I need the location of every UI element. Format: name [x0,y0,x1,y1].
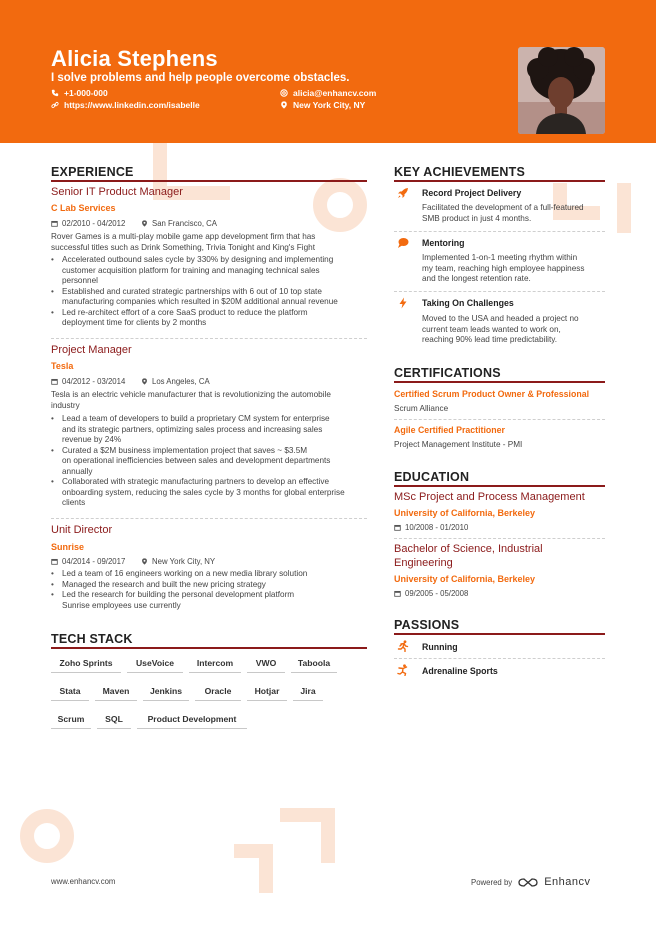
powered-by-label: Powered by [471,877,513,887]
skill-tag: Zoho Sprints [51,658,121,673]
job-company: C Lab Services [51,203,116,213]
profile-photo [518,47,605,134]
education-dates [394,523,468,532]
skill-tag: UseVoice [127,658,183,673]
divider [394,291,605,292]
achievement-description: Moved to the USA and headed a project no current team leads wanted to work on, reaching 90% lead time predictability. [422,314,579,344]
bullet-item: • Led a team of 16 engineers working on a new media library solution [51,569,307,580]
footer-branding [471,876,591,888]
education-heading: EDUCATION [394,470,470,484]
skill-tag: Stata [51,686,89,701]
experience-rule [51,180,367,182]
linkedin-url[interactable]: https://www.linkedin.com/isabelle [64,100,200,110]
job-location [141,219,217,228]
education-dates-text: 09/2005 - 05/2008 [405,589,469,598]
skill-tag: Scrum [51,714,91,729]
link-icon [51,101,59,109]
location-contact [280,100,365,110]
job-location-text: Los Angeles, CA [152,377,210,386]
passion-label: Adrenaline Sports [422,666,498,676]
education-rule [394,485,605,487]
job-location-text: San Francisco, CA [152,219,217,228]
phone-contact [51,88,108,98]
location-pin-icon [141,378,148,385]
job-location [141,557,215,566]
job-bullets [51,255,338,329]
certification-issuer: Project Management Institute - PMI [394,440,523,449]
achievement-description: Facilitated the development of a full-featured SMB product in just 4 months. [422,203,584,223]
achievement-title: Record Project Delivery [422,188,522,198]
education-school: University of California, Berkeley [394,508,536,518]
job-description [51,390,331,411]
job-dates-text: 04/2014 - 09/2017 [62,557,126,566]
job-dates-text: 02/2010 - 04/2012 [62,219,126,228]
calendar-icon [51,558,58,565]
running-icon [397,640,409,652]
job-role: Senior IT Product Manager [51,186,183,198]
passions-rule [394,633,605,635]
at-icon [280,89,288,97]
education-dates [394,589,468,598]
skill-tag: Oracle [195,686,241,701]
bullet-item: • Established and curated strategic partnerships with 6 out of 10 top state manufacturing companies which resulted in $20M additional annual revenue [51,287,338,308]
certifications-heading: CERTIFICATIONS [394,366,501,380]
calendar-icon [51,378,58,385]
tech-stack-rule [51,647,367,649]
speech-bubble-icon [397,237,409,249]
divider [394,419,605,420]
achievement-title: Taking On Challenges [422,298,514,308]
skill-tag: Taboola [291,658,337,673]
location-text: New York City, NY [293,100,366,110]
skill-tag: VWO [247,658,285,673]
job-location-text: New York City, NY [152,557,216,566]
achievement-title: Mentoring [422,238,465,248]
job-dates-text: 04/2012 - 03/2014 [62,377,126,386]
job-location [141,377,210,386]
passions-heading: PASSIONS [394,618,460,632]
skill-tag: Product Development [137,714,247,729]
achievements-heading: KEY ACHIEVEMENTS [394,165,526,179]
location-pin-icon [280,101,288,109]
phone-icon [51,89,59,97]
candidate-name: Alicia Stephens [51,46,218,71]
desc-line: industry [51,400,80,410]
bullet-item: • Led the research for building the personal development platform Sunrise employees use currently [51,590,307,611]
job-role: Unit Director [51,524,113,536]
adrenaline-sports-icon [397,664,409,676]
achievement-description: Implemented 1-on-1 meeting rhythm within my team, reaching high employee happiness and the longest retention rate. [422,253,585,283]
certification-issuer: Scrum Alliance [394,404,449,413]
footer-website[interactable]: www.enhancv.com [51,877,116,886]
email-address[interactable]: alicia@enhancv.com [293,88,377,98]
divider [394,658,605,659]
linkedin-contact[interactable] [51,100,200,110]
experience-heading: EXPERIENCE [51,165,134,179]
bullet-item: • Curated a $2M business implementation project that saves ~ $3.5M on operational inefficiencies between sales and development departments annually [51,446,345,478]
job-dates [51,557,125,566]
skill-tag: Intercom [189,658,241,673]
certification-title: Certified Scrum Product Owner & Professional [394,389,590,399]
job-role: Project Manager [51,344,132,356]
job-description [51,232,315,253]
desc-line: Tesla is an electric vehicle manufacturer that is revolutionizing the automobile [51,390,331,399]
skill-tag: SQL [97,714,131,729]
skill-tag: Jenkins [143,686,189,701]
job-company: Tesla [51,361,74,371]
enhancv-logo-icon [518,877,538,888]
education-degree: Bachelor of Science, Industrial Engineering [394,543,543,569]
rocket-icon [397,187,409,199]
skill-tag: Hotjar [247,686,287,701]
job-dates [51,219,125,228]
divider [51,338,367,339]
education-dates-text: 10/2008 - 01/2010 [405,523,469,532]
skill-tag: Jira [293,686,323,701]
resume-header [0,0,656,143]
divider [394,231,605,232]
divider [394,538,605,539]
divider [51,518,367,519]
location-pin-icon [141,558,148,565]
certifications-rule [394,381,605,383]
bullet-item: • Managed the research and built the new pricing strategy [51,580,307,591]
tech-stack-heading: TECH STACK [51,632,133,646]
phone-number: +1-000-000 [64,88,108,98]
bullet-item: • Led re-architect effort of a core SaaS product to reduce the platform deployment time for clients by 2 months [51,308,338,329]
email-contact[interactable] [280,88,376,98]
brand-name: Enhancv [544,876,591,888]
calendar-icon [394,590,401,597]
skill-tag: Maven [95,686,137,701]
job-company: Sunrise [51,542,85,552]
education-degree: MSc Project and Process Management [394,491,585,503]
desc-line: successful titles such as Drink Something, Trivia Tonight and King's Fight [51,242,315,252]
desc-line: Rover Games is a multi-play mobile game app development firm that has [51,232,316,241]
bullet-item: • Lead a team of developers to build a proprietary CM system for enterprise and its strategic partners, optimizing sales process and increasing sales revenue by 24% [51,414,345,446]
certification-title: Agile Certified Practitioner [394,425,505,435]
bullet-item: • Collaborated with strategic manufacturing partners to develop an effective onboarding system, reducing the sales cycle by 3 months for global enterprise clients [51,477,345,509]
education-school: University of California, Berkeley [394,574,536,584]
calendar-icon [394,524,401,531]
lightning-icon [397,297,409,309]
tagline: I solve problems and help people overcome obstacles. [51,72,350,84]
job-bullets [51,569,307,611]
job-dates [51,377,125,386]
calendar-icon [51,220,58,227]
location-pin-icon [141,220,148,227]
passion-label: Running [422,642,458,652]
achievements-rule [394,180,605,182]
job-bullets [51,414,345,509]
bullet-item: • Accelerated outbound sales cycle by 330% by designing and implementing customer acquisition platform for training and managing technical sales personnel [51,255,338,287]
